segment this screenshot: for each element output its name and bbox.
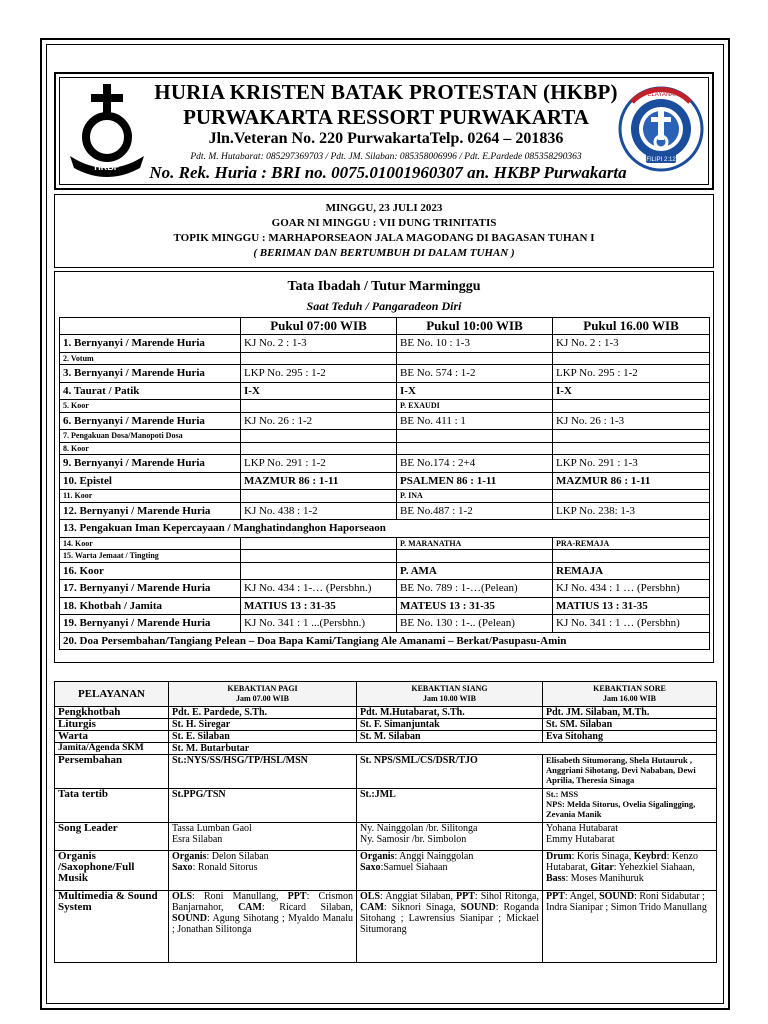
service-role: Keybrd [633, 851, 667, 862]
worship-row [60, 520, 710, 538]
worship-row-cell [553, 352, 710, 365]
worship-row-cell: KJ No. 26 : 1-3 [553, 412, 710, 430]
service-header-pagi [169, 682, 357, 707]
service-roster-table [54, 681, 717, 963]
worship-row-cell [397, 442, 553, 455]
service-row-pengkhotbah [55, 707, 717, 719]
worship-row-cell [553, 442, 710, 455]
service-person: : Sihol Ritonga, [474, 891, 539, 902]
service-person: :Samuel Siahaan [380, 862, 448, 873]
worship-row-cell: KJ No. 434 : 1-… (Persbhn.) [241, 580, 397, 598]
service-cell-line: NPS: Melda Sitorus, Ovelia Sigalingging, Zevania Manik [546, 799, 696, 819]
worship-row [60, 615, 710, 633]
service-cell [357, 823, 543, 851]
worship-row [60, 412, 710, 430]
worship-row-cell [241, 400, 397, 413]
service-label: Warta [55, 731, 169, 743]
worship-row-cell: BE No.174 : 2+4 [397, 455, 553, 473]
worship-row-cell [553, 430, 710, 443]
worship-row [60, 352, 710, 365]
service-cell [357, 891, 543, 963]
service-person: : Roni Manullang, [192, 891, 288, 902]
service-role: OLS [172, 891, 193, 902]
worship-row-cell: I-X [397, 382, 553, 400]
service-cell-line: Esra Silaban [172, 834, 223, 845]
pastor-contacts: Pdt. M. Hutabarat: 085297369703 / Pdt. JM. Silaban: 085358006996 / Pdt. E.Pardede 085358290363 [190, 152, 582, 162]
worship-col-1000: Pukul 10:00 WIB [397, 318, 553, 335]
service-role: SOUND [460, 902, 496, 913]
service-person: : Ricard Silaban, [261, 902, 353, 913]
service-role: Gitar [590, 862, 614, 873]
service-label: Pengkhotbah [55, 707, 169, 719]
worship-row [60, 537, 710, 550]
worship-row-cell: MAZMUR 86 : 1-11 [241, 472, 397, 490]
worship-row-cell: PSALMEN 86 : 1-11 [397, 472, 553, 490]
service-label: Tata tertib [55, 789, 169, 823]
worship-order-table [59, 317, 710, 650]
worship-row-label: 5. Koor [60, 400, 241, 413]
service-role: PPT [456, 891, 475, 902]
service-cell [543, 823, 717, 851]
worship-row-cell [397, 352, 553, 365]
service-sore-name: KEBAKTIAN SORE [593, 684, 666, 693]
service-cell [543, 789, 717, 823]
worship-row-cell: BE No. 574 : 1-2 [397, 365, 553, 383]
worship-row-label: 14. Koor [60, 537, 241, 550]
worship-row [60, 632, 710, 650]
worship-row-cell [241, 442, 397, 455]
worship-row [60, 400, 710, 413]
worship-row-cell: KJ No. 2 : 1-3 [241, 335, 397, 353]
worship-row-label: 15. Warta Jemaat / Tingting [60, 550, 241, 563]
worship-row-cell: BE No. 411 : 1 [397, 412, 553, 430]
service-header-siang [357, 682, 543, 707]
worship-row-label: 3. Bernyanyi / Marende Huria [60, 365, 241, 383]
worship-row-cell: MATIUS 13 : 31-35 [553, 597, 710, 615]
service-person: : Anggiat Silaban, [380, 891, 457, 902]
worship-row-cell [241, 430, 397, 443]
service-cell-line: Ny. Nainggolan /br. Silitonga [360, 823, 478, 834]
worship-row-label: 18. Khotbah / Jamita [60, 597, 241, 615]
ressort-name: PURWAKARTA RESSORT PURWAKARTA [183, 105, 589, 129]
worship-row-cell [241, 562, 397, 580]
worship-row-cell: P. MARANATHA [397, 537, 553, 550]
worship-row-label: 17. Bernyanyi / Marende Huria [60, 580, 241, 598]
service-label: Organis /Saxophone/Full Musik [55, 851, 169, 891]
worship-row-cell: LKP No. 238: 1-3 [553, 502, 710, 520]
worship-row-cell: I-X [241, 382, 397, 400]
service-role: SOUND [599, 891, 635, 902]
worship-row-label: 19. Bernyanyi / Marende Huria [60, 615, 241, 633]
worship-title: Tata Ibadah / Tutur Marminggu [287, 279, 481, 294]
worship-row-label: 9. Bernyanyi / Marende Huria [60, 455, 241, 473]
worship-row-cell: MATIUS 13 : 31-35 [241, 597, 397, 615]
worship-row-cell: I-X [553, 382, 710, 400]
worship-row-cell [241, 352, 397, 365]
worship-row-cell: P. INA [397, 490, 553, 503]
service-cell: Pdt. M.Hutabarat, S.Th. [357, 707, 543, 719]
worship-row [60, 442, 710, 455]
worship-row [60, 472, 710, 490]
worship-row-cell: P. EXAUDI [397, 400, 553, 413]
service-role: SOUND [172, 913, 208, 924]
service-cell: St. H. Siregar [169, 719, 357, 731]
service-person: : Delon Silaban [206, 851, 269, 862]
service-row-jamita [55, 743, 717, 755]
worship-row-cell [553, 400, 710, 413]
worship-row-label: 2. Votum [60, 352, 241, 365]
service-role: Saxo [172, 862, 193, 873]
service-cell: St. E. Silaban [169, 731, 357, 743]
service-person: : Angel, [564, 891, 600, 902]
worship-row-cell [241, 537, 397, 550]
service-person: : Koris Sinaga, [571, 851, 634, 862]
worship-row-label: 8. Koor [60, 442, 241, 455]
service-pagi-time: Jam 07.00 WIB [236, 694, 289, 703]
church-name: HURIA KRISTEN BATAK PROTESTAN (HKBP) [154, 80, 618, 104]
worship-row-label: 1. Bernyanyi / Marende Huria [60, 335, 241, 353]
service-role: Saxo [360, 862, 381, 873]
worship-header-blank [60, 318, 241, 335]
service-label: Jamita/Agenda SKM [55, 743, 169, 755]
service-cell [357, 851, 543, 891]
service-row-liturgis [55, 719, 717, 731]
logo-left-label: HKBP [94, 162, 120, 172]
worship-row-cell [241, 550, 397, 563]
service-cell-line: Tassa Lumban Gaol [172, 823, 252, 834]
service-role: Drum [546, 851, 572, 862]
worship-row-label: 16. Koor [60, 562, 241, 580]
service-cell: St.:JML [357, 789, 543, 823]
worship-row-cell [553, 490, 710, 503]
worship-row-label: 7. Pengakuan Dosa/Manopoti Dosa [60, 430, 241, 443]
service-person: : Crismon Banjarnahor, [172, 891, 353, 913]
service-header-row [55, 682, 717, 707]
worship-order-body [60, 335, 710, 650]
worship-row [60, 597, 710, 615]
worship-row-cell: LKP No. 295 : 1-2 [241, 365, 397, 383]
worship-row-label: 10. Epistel [60, 472, 241, 490]
ministry-seal-logo-icon [618, 80, 704, 178]
service-row-songleader [55, 823, 717, 851]
logo-right-top-text: PELAYANAN [643, 92, 679, 98]
service-pagi-name: KEBAKTIAN PAGI [227, 684, 298, 693]
service-role: Organis [172, 851, 207, 862]
service-label: Multimedia & Sound System [55, 891, 169, 963]
service-cell [543, 851, 717, 891]
service-person: : Yehezkiel Siahaan, [613, 862, 695, 873]
worship-subtitle: Saat Teduh / Pangaradeon Diri [306, 299, 462, 313]
service-cell [169, 891, 357, 963]
service-siang-name: KEBAKTIAN SIANG [411, 684, 488, 693]
worship-row-cell: P. AMA [397, 562, 553, 580]
worship-row-cell [553, 550, 710, 563]
worship-row [60, 502, 710, 520]
service-label: Song Leader [55, 823, 169, 851]
service-cell: Eva Sitohang [543, 731, 717, 743]
service-role: PPT [546, 891, 565, 902]
service-cell: Pdt. E. Pardede, S.Th. [169, 707, 357, 719]
worship-row-cell: PRA-REMAJA [553, 537, 710, 550]
service-role: PPT [287, 891, 307, 902]
worship-row-label: 11. Koor [60, 490, 241, 503]
service-header-label: PELAYANAN [55, 682, 169, 707]
worship-header-row [60, 318, 710, 335]
worship-row [60, 335, 710, 353]
service-cell [169, 823, 357, 851]
worship-row-cell [241, 490, 397, 503]
service-cell: St.PPG/TSN [169, 789, 357, 823]
worship-order-section [54, 271, 714, 663]
service-cell: St. M. Silaban [357, 731, 543, 743]
worship-row-cell: REMAJA [553, 562, 710, 580]
worship-row-cell: KJ No. 438 : 1-2 [241, 502, 397, 520]
service-row-persembahan [55, 755, 717, 789]
service-person: : Anggi Nainggolan [394, 851, 474, 862]
service-cell-line: Ny. Samosir /br. Simbolon [360, 834, 467, 845]
worship-row [60, 455, 710, 473]
service-row-warta [55, 731, 717, 743]
worship-row [60, 365, 710, 383]
service-person: : Roni Sidabutar ; Indra Sianipar ; Simon Trido Manullang [546, 891, 707, 913]
sunday-topic: TOPIK MINGGU : MARHAPORSEAON JALA MAGODANG DI BAGASAN TUHAN I [173, 232, 595, 244]
worship-row-cell: KJ No. 341 : 1 … (Persbhn) [553, 615, 710, 633]
worship-col-0700: Pukul 07:00 WIB [241, 318, 397, 335]
worship-row [60, 382, 710, 400]
service-label: Liturgis [55, 719, 169, 731]
sunday-theme-box [54, 194, 714, 268]
worship-row-cell: KJ No. 341 : 1 ...(Persbhn.) [241, 615, 397, 633]
worship-row-cell: BE No.487 : 1-2 [397, 502, 553, 520]
worship-row-label: 12. Bernyanyi / Marende Huria [60, 502, 241, 520]
worship-col-1600: Pukul 16.00 WIB [553, 318, 710, 335]
worship-row-label: 6. Bernyanyi / Marende Huria [60, 412, 241, 430]
service-person: : Kenzo Hutabarat, [546, 851, 698, 873]
worship-row-cell: KJ No. 2 : 1-3 [553, 335, 710, 353]
worship-row [60, 430, 710, 443]
service-cell: Elisabeth Situmorang, Shela Hutauruk , Anggriani Sihotang, Devi Nababan, Dewi Aprilia, Theresia Sinaga [543, 755, 717, 789]
service-cell: St. F. Simanjuntak [357, 719, 543, 731]
service-role: OLS [360, 891, 381, 902]
worship-row [60, 580, 710, 598]
service-cell [169, 851, 357, 891]
worship-row-cell [397, 550, 553, 563]
service-role: Bass [546, 873, 566, 884]
service-sore-time: Jam 16.00 WIB [603, 694, 656, 703]
worship-row [60, 490, 710, 503]
worship-row-label: 4. Taurat / Patik [60, 382, 241, 400]
service-row-tatatertib [55, 789, 717, 823]
service-row-multimedia [55, 891, 717, 963]
sunday-topic-translation: ( BERIMAN DAN BERTUMBUH DI DALAM TUHAN ) [253, 247, 515, 259]
service-person: : Ronald Sitorus [192, 862, 258, 873]
service-cell-line: St.: MSS [546, 789, 579, 799]
worship-row-cell: LKP No. 291 : 1-3 [553, 455, 710, 473]
sunday-date: MINGGU, 23 JULI 2023 [325, 202, 443, 214]
service-role: CAM [360, 902, 384, 913]
service-siang-time: Jam 10.00 WIB [423, 694, 476, 703]
worship-row-cell: MAZMUR 86 : 1-11 [553, 472, 710, 490]
worship-row [60, 562, 710, 580]
hkbp-cross-logo-icon [64, 82, 150, 178]
church-header [54, 72, 714, 190]
service-cell-line: Yohana Hutabarat [546, 823, 619, 834]
service-row-organis [55, 851, 717, 891]
worship-row-label: 13. Pengakuan Iman Kepercayaan / Manghatindanghon Haporseaon [60, 520, 710, 538]
service-header-sore [543, 682, 717, 707]
service-person: : Siknori Sinaga, [383, 902, 461, 913]
service-person: : Agung Sihotang ; Myaldo Manalu ; Jonathan Silitonga [172, 913, 353, 935]
church-address: Jln.Veteran No. 220 PurwakartaTelp. 0264 – 201836 [208, 130, 564, 147]
worship-row-cell: LKP No. 295 : 1-2 [553, 365, 710, 383]
service-cell: St. M. Butarbutar [169, 743, 717, 755]
service-cell: St. NPS/SML/CS/DSR/TJO [357, 755, 543, 789]
worship-row-label: 20. Doa Persembahan/Tangiang Pelean – Doa Bapa Kami/Tangiang Ale Amanami – Berkat/Pasupasu-Amin [60, 632, 710, 650]
worship-row-cell [397, 430, 553, 443]
service-cell: St.:NYS/SS/HSG/TP/HSL/MSN [169, 755, 357, 789]
sunday-name: GOAR NI MINGGU : VII DUNG TRINITATIS [271, 217, 497, 229]
service-role: CAM [238, 902, 262, 913]
service-cell: Pdt. JM. Silaban, M.Th. [543, 707, 717, 719]
worship-row-cell: BE No. 130 : 1-.. (Pelean) [397, 615, 553, 633]
worship-row-cell: MATEUS 13 : 31-35 [397, 597, 553, 615]
logo-right-verse: FILIPI 2:12 [646, 157, 676, 163]
worship-row [60, 550, 710, 563]
worship-row-cell: KJ No. 26 : 1-2 [241, 412, 397, 430]
worship-row-cell: BE No. 10 : 1-3 [397, 335, 553, 353]
service-role: Organis [360, 851, 395, 862]
service-label: Persembahan [55, 755, 169, 789]
worship-row-cell: LKP No. 291 : 1-2 [241, 455, 397, 473]
service-cell: St. SM. Silaban [543, 719, 717, 731]
service-cell [543, 891, 717, 963]
bank-account: No. Rek. Huria : BRI no. 0075.01001960307 an. HKBP Purwakarta [149, 163, 627, 182]
worship-row-cell: BE No. 789 : 1-…(Pelean) [397, 580, 553, 598]
service-cell-line: Emmy Hutabarat [546, 834, 615, 845]
service-person: : Roganda Sitohang ; Lawrensius Sianipar ; Mickael Situmorang [360, 902, 539, 935]
worship-row-cell: KJ No. 434 : 1 … (Persbhn) [553, 580, 710, 598]
service-person: : Moses Manihuruk [565, 873, 644, 884]
